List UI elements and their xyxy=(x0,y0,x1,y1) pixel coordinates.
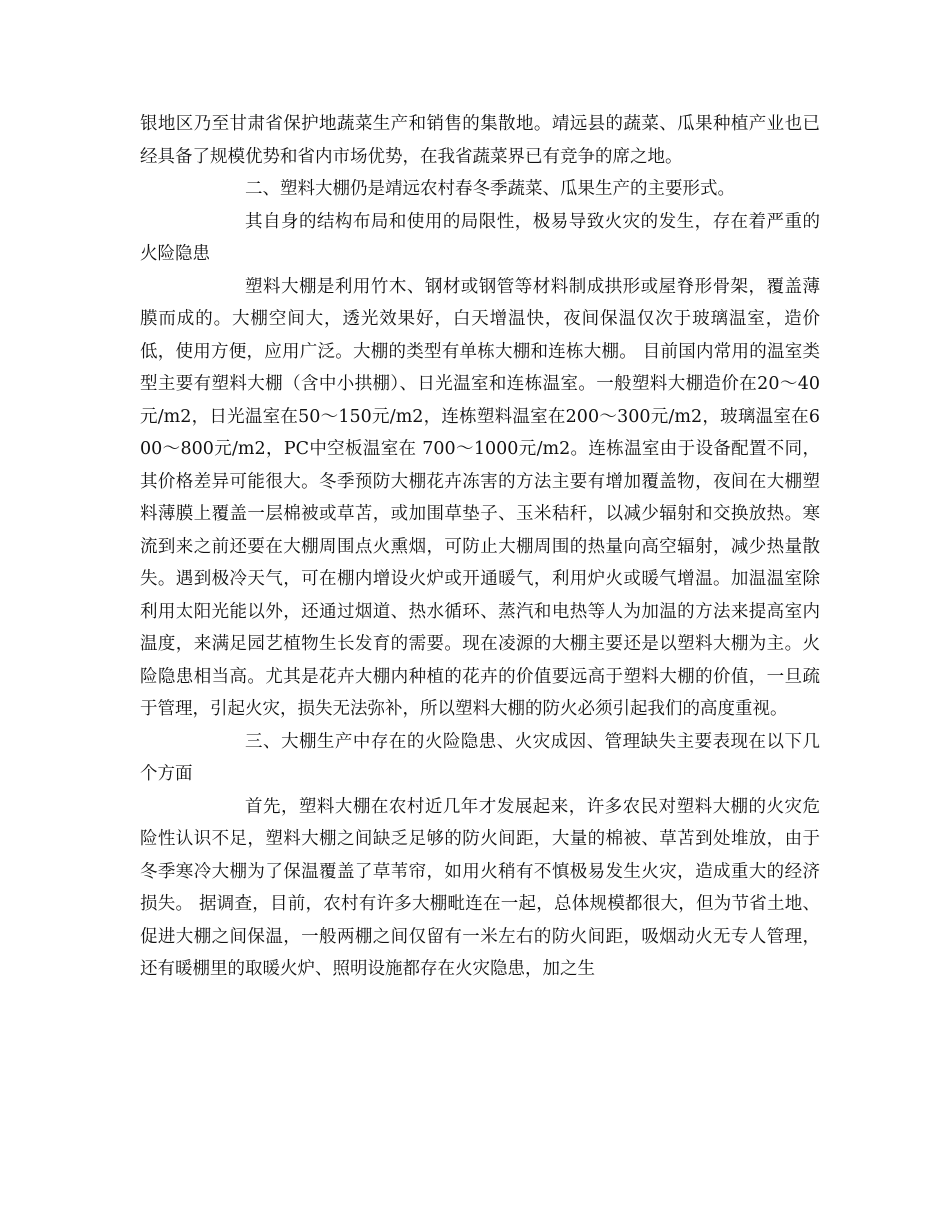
paragraph-greenhouse-description: 塑料大棚是利用竹木、钢材或钢管等材料制成拱形或屋脊形骨架，覆盖薄膜而成的。大棚空间大，透光效果好，白天增温快，夜间保温仅次于玻璃温室，造价低，使用方便，应用广泛。大棚的类型有单栋大棚和连栋大棚。 目前国内常用的温室类型主要有塑料大棚（含中小拱棚）、日光温室和连栋温室。一般塑料大棚造价在20～40元/m2，日光温室在50～150元/m2，连栋塑料温室在200～300元/m2，玻璃温室在600～800元/m2，PC中空板温室在 700～1000元/m2。连栋温室由于设备配置不同，其价格差异可能很大。冬季预防大棚花卉冻害的方法主要有增加覆盖物，夜间在大棚塑料薄膜上覆盖一层棉被或草苫，或加围草垫子、玉米秸秆，以减少辐射和交换放热。寒流到来之前还要在大棚周围点火熏烟，可防止大棚周围的热量向高空辐射，减少热量散失。遇到极冷天气，可在棚内增设火炉或开通暖气，利用炉火或暖气增温。加温温室除利用太阳光能以外，还通过烟道、热水循环、蒸汽和电热等人为加温的方法来提高室内温度，来满足园艺植物生长发育的需要。现在凌源的大棚主要还是以塑料大棚为主。火险隐患相当高。尤其是花卉大棚内种植的花卉的价值要远高于塑料大棚的价值，一旦疏于管理，引起火灾，损失无法弥补，所以塑料大棚的防火必须引起我们的高度重视。 xyxy=(140,276,820,719)
paragraph-fire-risk-intro: 其自身的结构布局和使用的局限性，极易导致火灾的发生，存在着严重的火险隐患 xyxy=(140,211,820,264)
section-heading-three: 三、大棚生产中存在的火险隐患、火灾成因、管理缺失主要表现在以下几个方面 xyxy=(140,731,820,784)
paragraph-first-point: 首先，塑料大棚在农村近几年才发展起来，许多农民对塑料大棚的火灾危险性认识不足，塑料大棚之间缺乏足够的防火间距，大量的棉被、草苫到处堆放，由于冬季寒冷大棚为了保温覆盖了草苇帘，如用火稍有不慎极易发生火灾，造成重大的经济损失。 据调查，目前，农村有许多大棚毗连在一起，总体规模都很大，但为节省土地、促进大棚之间保温，一般两棚之间仅留有一米左右的防火间距，吸烟动火无专人管理，还有暖棚里的取暖火炉、照明设施都存在火灾隐患，加之生 xyxy=(140,796,820,979)
section-heading-two: 二、塑料大棚仍是靖远农村春冬季蔬菜、瓜果生产的主要形式。 xyxy=(245,179,735,199)
paragraph-continuation: 银地区乃至甘肃省保护地蔬菜生产和销售的集散地。靖远县的蔬菜、瓜果种植产业也已经具备了规模优势和省内市场优势，在我省蔬菜界已有竞争的席之地。 xyxy=(140,114,820,167)
document-body xyxy=(140,108,820,986)
